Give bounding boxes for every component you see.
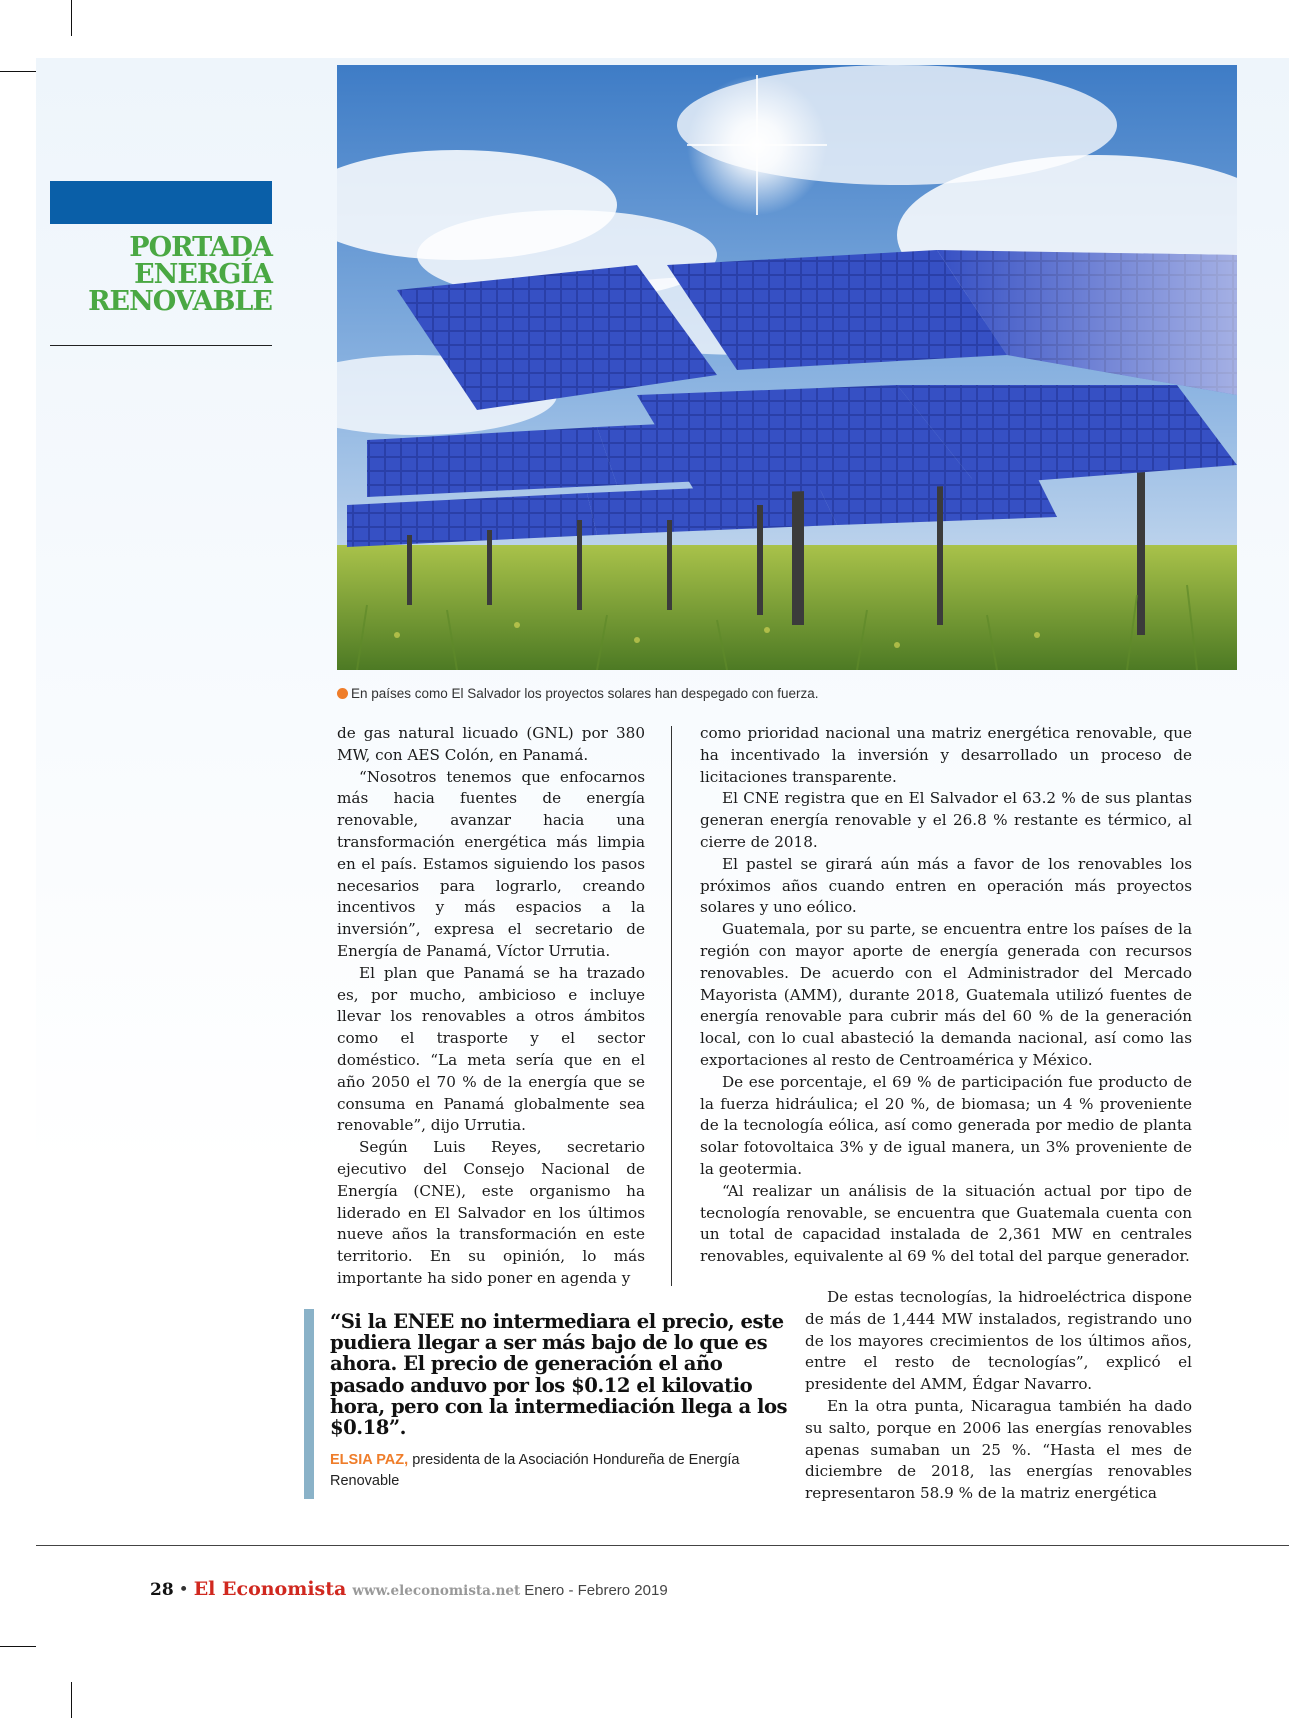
caption-bullet-icon bbox=[337, 688, 348, 699]
page-number: 28 bbox=[150, 1580, 174, 1600]
paragraph: El pastel se girará aún más a favor de los renovables los próximos años cuando entren en operación más proyectos solares y uno eólico. bbox=[700, 854, 1192, 917]
crop-mark bbox=[0, 1646, 36, 1647]
paragraph: El plan que Panamá se ha trazado es, por mucho, ambicioso e incluye llevar los renovables a otros ámbitos como el trasporte y el sector doméstico. “La meta sería que en el año 2050 el 70 % de la energía que se consuma en Panamá globalmente sea renovable”, dijo Urrutia. bbox=[337, 963, 645, 1135]
section-label-line: RENOVABLE bbox=[88, 286, 272, 317]
footer-bullet: • bbox=[178, 1580, 189, 1600]
section-label-line: ENERGÍA bbox=[134, 259, 272, 290]
section-label bbox=[50, 234, 272, 315]
paragraph: Guatemala, por su parte, se encuentra entre los países de la región con mayor aporte de energía generada con recursos renovables. De acuerdo con el Administrador del Mercado Mayorista (AMM), durante 2018, Guatemala utilizó fuentes de energía renovable para cubrir más del 60 % de la generación local, con lo cual abasteció la demanda nacional, así como las exportaciones al resto de Centroamérica y México. bbox=[700, 920, 1192, 1069]
article-column-1 bbox=[337, 723, 645, 1290]
pullquote-name: ELSIA PAZ, bbox=[330, 1452, 409, 1468]
paragraph: De ese porcentaje, el 69 % de participación fue producto de la fuerza hidráulica; el 20 %, de biomasa; un 4 % proveniente de la tecnología eólica, así como generada por medio de planta solar fotovoltaica 3% y de igual manera, un 3% proveniente de la geotermia. bbox=[700, 1072, 1192, 1178]
publication-name: El Economista bbox=[193, 1578, 347, 1600]
pullquote-role: presidenta de la Asociación Hondureña de Energía Renovable bbox=[330, 1452, 740, 1489]
photo-caption bbox=[337, 686, 819, 701]
issue-date: Enero - Febrero 2019 bbox=[524, 1582, 668, 1599]
footer-divider bbox=[36, 1545, 1289, 1546]
pullquote-text: “Si la ENEE no intermediara el precio, este pudiera llegar a ser más bajo de lo que es ahora. El precio de generación el año pasado anduvo por los $0.12 el kilovatio hora, pero con la intermediación llega a los $0.18”. bbox=[330, 1310, 788, 1440]
section-divider bbox=[50, 345, 272, 346]
pullquote-attribution bbox=[330, 1450, 788, 1492]
paragraph: De estas tecnologías, la hidroeléctrica dispone de más de 1,444 MW instalados, registrando uno de los mayores crecimientos de los últimos años, entre el resto de tecnologías”, explicó el presidente del AMM, Édgar Navarro. bbox=[805, 1288, 1192, 1394]
column-divider bbox=[671, 726, 672, 1286]
paragraph: de gas natural licuado (GNL) por 380 MW, con AES Colón, en Panamá. bbox=[337, 724, 645, 764]
pullquote-accent-bar bbox=[304, 1309, 314, 1499]
section-label-line: PORTADA bbox=[129, 232, 272, 263]
paragraph: En la otra punta, Nicaragua también ha dado su salto, porque en 2006 las energías renovables apenas sumaban un 25 %. “Hasta el mes de diciembre de 2018, las energías renovables representaron 58.9 % de la matriz energética bbox=[805, 1396, 1192, 1503]
website-link[interactable]: www.eleconomista.net bbox=[352, 1583, 521, 1599]
paragraph: El CNE registra que en El Salvador el 63.2 % de sus plantas generan energía renovable y el 26.8 % restante es térmico, al cierre de 2018. bbox=[700, 789, 1192, 851]
photo-caption-text: En países como El Salvador los proyectos solares han despegado con fuerza. bbox=[351, 686, 819, 701]
paragraph: como prioridad nacional una matriz energética renovable, que ha incentivado la inversión y desarrollado un proceso de licitaciones transparente. bbox=[700, 724, 1192, 786]
crop-mark bbox=[0, 71, 36, 72]
solar-panels-photo bbox=[337, 65, 1237, 670]
article-column-2 bbox=[700, 723, 1192, 1268]
paragraph: Según Luis Reyes, secretario ejecutivo del Consejo Nacional de Energía (CNE), este organismo ha liderado en El Salvador en los últimos nueve años la transformación en este territorio. En su opinión, lo más importante ha sido poner en agenda y bbox=[337, 1138, 645, 1287]
paragraph: “Nosotros tenemos que enfocarnos más hacia fuentes de energía renovable, avanzar hacia una transformación energética más limpia en el país. Estamos siguiendo los pasos necesarios para lograrlo, creando incentivos y más espacios a la inversión”, expresa el secretario de Energía de Panamá, Víctor Urrutia. bbox=[337, 767, 645, 960]
section-color-bar bbox=[50, 181, 272, 224]
article-column-3 bbox=[805, 1287, 1192, 1505]
crop-mark bbox=[71, 0, 72, 36]
paragraph: “Al realizar un análisis de la situación actual por tipo de tecnología renovable, se encuentra que Guatemala cuenta con un total de capacidad instalada de 2,361 MW en centrales renovables, equivalente al 69 % del total del parque generador. bbox=[700, 1181, 1192, 1266]
page-footer bbox=[150, 1578, 668, 1600]
crop-mark bbox=[71, 1682, 72, 1718]
